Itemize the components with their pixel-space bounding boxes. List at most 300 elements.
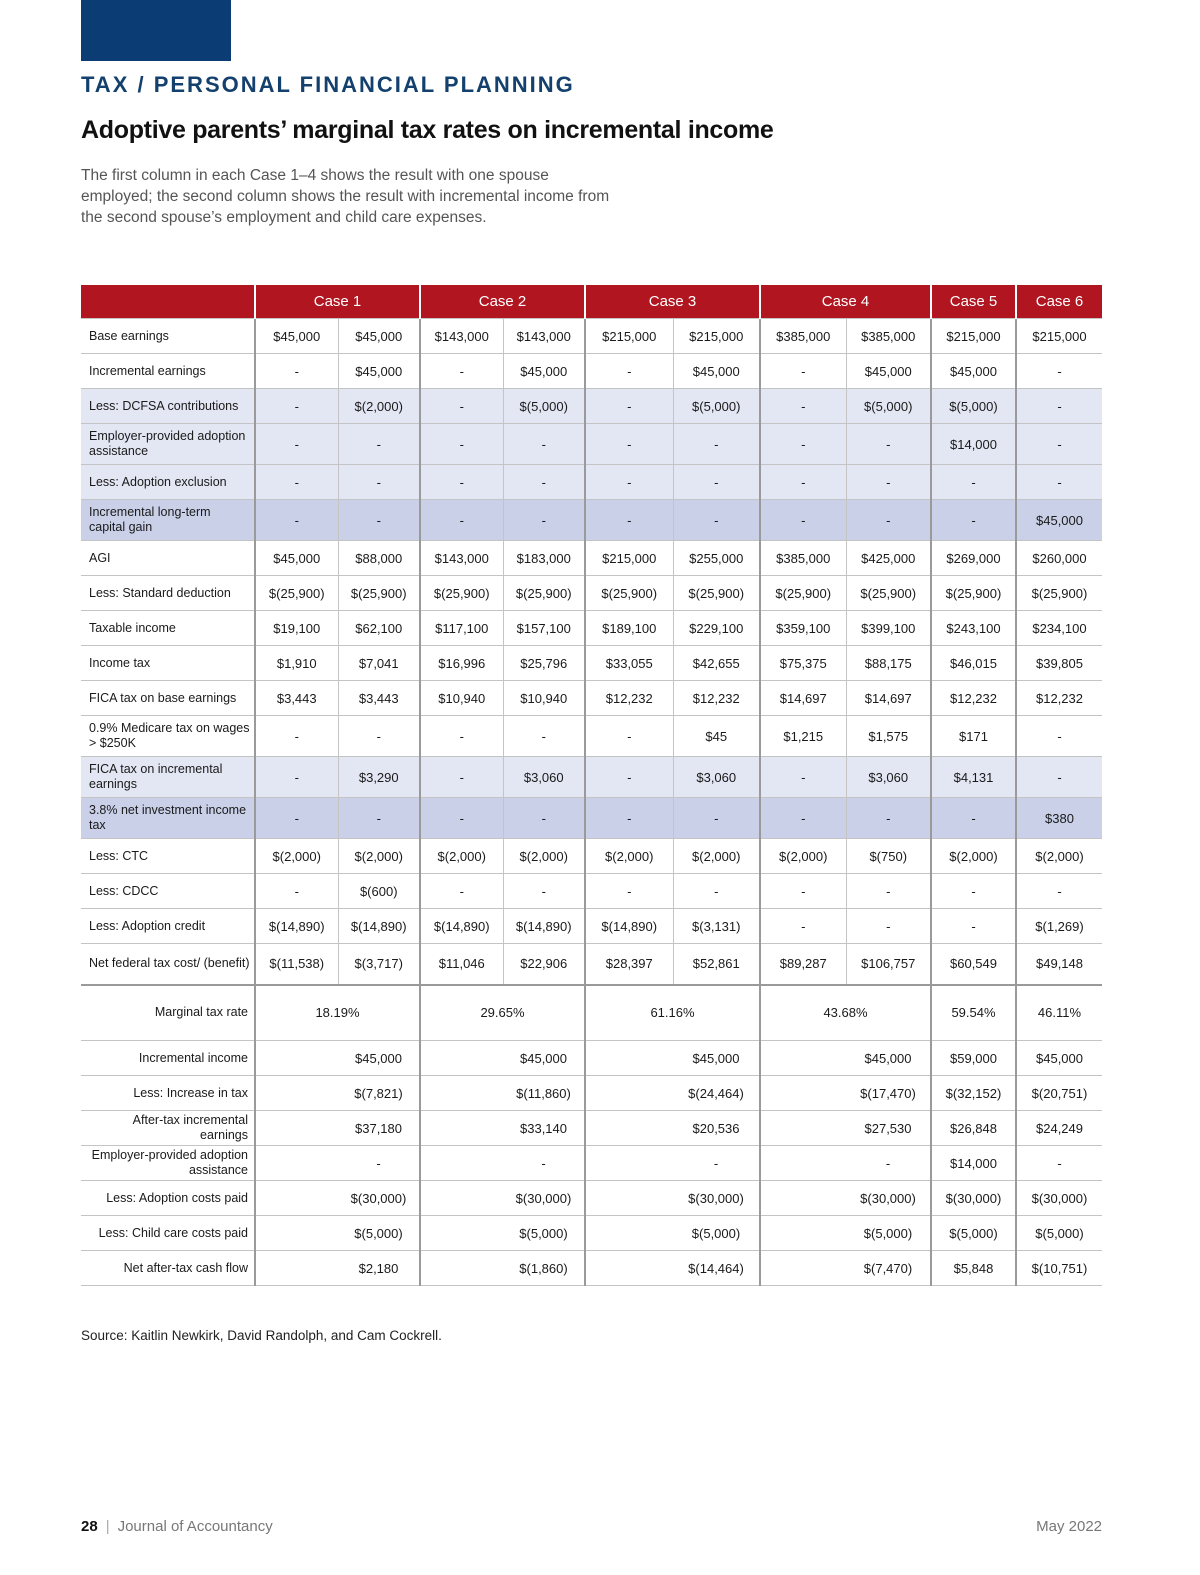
empty-cell: [585, 1181, 673, 1216]
table-cell: $(2,000): [1016, 839, 1102, 874]
table-cell: -: [503, 1146, 585, 1181]
empty-cell: [760, 1111, 846, 1146]
header-case-6: Case 6: [1016, 285, 1102, 319]
table-cell: $215,000: [1016, 319, 1102, 354]
empty-cell: [760, 1216, 846, 1251]
table-cell: -: [255, 389, 338, 424]
table-cell: $(7,470): [846, 1251, 931, 1286]
header-case-4: Case 4: [760, 285, 931, 319]
empty-cell: [255, 1216, 338, 1251]
table-cell: $269,000: [931, 541, 1016, 576]
table-cell: $(5,000): [503, 1216, 585, 1251]
table-cell: $215,000: [931, 319, 1016, 354]
table-body: [81, 319, 1102, 985]
table-cell: -: [420, 874, 503, 909]
journal-name: Journal of Accountancy: [117, 1518, 273, 1535]
table-cell: $28,397: [585, 944, 673, 985]
empty-cell: [760, 1251, 846, 1286]
table-cell: $27,530: [846, 1111, 931, 1146]
row-label: Less: CTC: [81, 839, 255, 874]
table-cell: $(1,860): [503, 1251, 585, 1286]
table-cell: $(14,890): [338, 909, 420, 944]
table-cell: -: [503, 465, 585, 500]
table-cell: $(1,269): [1016, 909, 1102, 944]
table-cell: -: [846, 874, 931, 909]
table-cell: -: [338, 1146, 420, 1181]
empty-cell: [420, 1076, 503, 1111]
table-cell: -: [585, 389, 673, 424]
source-note: Source: Kaitlin Newkirk, David Randolph, and Cam Cockrell.: [81, 1328, 442, 1343]
table-cell: -: [255, 500, 338, 541]
table-cell: -: [338, 500, 420, 541]
table-cell: -: [420, 465, 503, 500]
header-case-1: Case 1: [255, 285, 420, 319]
table-cell: $(25,900): [931, 576, 1016, 611]
table-cell: $(17,470): [846, 1076, 931, 1111]
issue-date: May 2022: [1036, 1518, 1102, 1535]
marginal-rate-cell: 59.54%: [931, 985, 1016, 1041]
row-label: Employer-provided adoption assistance: [81, 1146, 255, 1181]
table-cell: $25,796: [503, 646, 585, 681]
table-cell: -: [846, 798, 931, 839]
table-cell: -: [338, 716, 420, 757]
table-cell: $45,000: [503, 354, 585, 389]
table-cell: $(25,900): [846, 576, 931, 611]
table-cell: $157,100: [503, 611, 585, 646]
table-cell: $106,757: [846, 944, 931, 985]
summary-row: [81, 1076, 1102, 1111]
table-cell: -: [585, 716, 673, 757]
row-label: Less: Adoption exclusion: [81, 465, 255, 500]
row-label: Less: Adoption credit: [81, 909, 255, 944]
table-cell: $45,000: [338, 354, 420, 389]
table-cell: -: [420, 500, 503, 541]
table-cell: $20,536: [673, 1111, 760, 1146]
row-label: Marginal tax rate: [81, 985, 255, 1041]
row-label: Less: Increase in tax: [81, 1076, 255, 1111]
table-cell: $11,046: [420, 944, 503, 985]
table-cell: $229,100: [673, 611, 760, 646]
table-cell: $215,000: [585, 319, 673, 354]
table-cell: -: [1016, 424, 1102, 465]
row-label: Base earnings: [81, 319, 255, 354]
summary-row: [81, 1251, 1102, 1286]
table-cell: $(2,000): [338, 389, 420, 424]
table-cell: -: [585, 874, 673, 909]
table-cell: $(30,000): [338, 1181, 420, 1216]
table-cell: -: [420, 354, 503, 389]
table-cell: $37,180: [338, 1111, 420, 1146]
table-cell: -: [503, 874, 585, 909]
row-label: Less: Child care costs paid: [81, 1216, 255, 1251]
table-cell: $59,000: [931, 1041, 1016, 1076]
marginal-rate-cell: 29.65%: [420, 985, 585, 1041]
table-cell: -: [585, 465, 673, 500]
table-cell: -: [255, 424, 338, 465]
table-cell: $62,100: [338, 611, 420, 646]
table-cell: $45,000: [338, 1041, 420, 1076]
empty-cell: [420, 1216, 503, 1251]
table-cell: $(5,000): [673, 1216, 760, 1251]
intro-text: The first column in each Case 1–4 shows the result with one spouse employed; the second column shows the result with incremental income from the second spouse’s employment and child care expenses.: [81, 167, 610, 226]
row-label: Less: Adoption costs paid: [81, 1181, 255, 1216]
table-cell: $(2,000): [931, 839, 1016, 874]
table-cell: $3,060: [673, 757, 760, 798]
marginal-rate-cell: 61.16%: [585, 985, 760, 1041]
empty-cell: [585, 1076, 673, 1111]
table-cell: $359,100: [760, 611, 846, 646]
summary-row: [81, 1146, 1102, 1181]
table-cell: $45,000: [338, 319, 420, 354]
empty-cell: [255, 1181, 338, 1216]
table-cell: -: [338, 424, 420, 465]
empty-cell: [585, 1111, 673, 1146]
table-cell: -: [420, 757, 503, 798]
table-cell: $(25,900): [585, 576, 673, 611]
table-cell: -: [420, 424, 503, 465]
table-cell: $(10,751): [1016, 1251, 1102, 1286]
table-cell: $(25,900): [420, 576, 503, 611]
table-cell: $19,100: [255, 611, 338, 646]
table-cell: $1,215: [760, 716, 846, 757]
table-row: [81, 646, 1102, 681]
table-cell: -: [585, 424, 673, 465]
row-label: After-tax incremental earnings: [81, 1111, 255, 1146]
table-cell: $39,805: [1016, 646, 1102, 681]
table-cell: $33,055: [585, 646, 673, 681]
table-cell: -: [585, 757, 673, 798]
table-cell: $117,100: [420, 611, 503, 646]
table-cell: -: [1016, 874, 1102, 909]
header-case-2: Case 2: [420, 285, 585, 319]
table-cell: $234,100: [1016, 611, 1102, 646]
table-row: [81, 909, 1102, 944]
table-cell: $14,697: [846, 681, 931, 716]
table-cell: -: [1016, 1146, 1102, 1181]
table-row: [81, 576, 1102, 611]
table-cell: -: [846, 465, 931, 500]
table-cell: $12,232: [673, 681, 760, 716]
empty-cell: [420, 1181, 503, 1216]
table-cell: $52,861: [673, 944, 760, 985]
table-cell: $45,000: [931, 354, 1016, 389]
table-cell: $3,443: [338, 681, 420, 716]
summary-row: [81, 1181, 1102, 1216]
table-row: [81, 839, 1102, 874]
table-cell: $183,000: [503, 541, 585, 576]
table-cell: $(24,464): [673, 1076, 760, 1111]
table-cell: -: [931, 909, 1016, 944]
table-cell: $189,100: [585, 611, 673, 646]
table-cell: $45: [673, 716, 760, 757]
page-number: 28: [81, 1518, 98, 1535]
table-cell: $45,000: [503, 1041, 585, 1076]
table-cell: $75,375: [760, 646, 846, 681]
table-cell: $45,000: [255, 319, 338, 354]
table-cell: -: [846, 500, 931, 541]
table-cell: $(25,900): [338, 576, 420, 611]
table-cell: -: [931, 874, 1016, 909]
table-cell: -: [760, 798, 846, 839]
table-row: [81, 424, 1102, 465]
empty-cell: [585, 1251, 673, 1286]
empty-cell: [585, 1041, 673, 1076]
table-cell: -: [931, 465, 1016, 500]
table-cell: -: [503, 424, 585, 465]
summary-row: [81, 1216, 1102, 1251]
table-cell: -: [338, 798, 420, 839]
table-cell: -: [585, 354, 673, 389]
table-cell: -: [420, 798, 503, 839]
table-cell: $45,000: [255, 541, 338, 576]
empty-cell: [255, 1041, 338, 1076]
table-cell: -: [255, 716, 338, 757]
table-cell: $143,000: [503, 319, 585, 354]
table-cell: $46,015: [931, 646, 1016, 681]
table-cell: $14,697: [760, 681, 846, 716]
row-label: Taxable income: [81, 611, 255, 646]
table-cell: $215,000: [585, 541, 673, 576]
table-cell: $(600): [338, 874, 420, 909]
table-cell: $24,249: [1016, 1111, 1102, 1146]
table-cell: -: [673, 500, 760, 541]
table-cell: $(5,000): [1016, 1216, 1102, 1251]
empty-cell: [585, 1146, 673, 1181]
table-cell: $22,906: [503, 944, 585, 985]
table-cell: $(25,900): [673, 576, 760, 611]
table-cell: -: [255, 874, 338, 909]
table-cell: -: [1016, 757, 1102, 798]
row-label: Less: DCFSA contributions: [81, 389, 255, 424]
table-cell: $399,100: [846, 611, 931, 646]
table-cell: $12,232: [1016, 681, 1102, 716]
table-cell: -: [420, 716, 503, 757]
table-cell: $45,000: [1016, 1041, 1102, 1076]
table-cell: $(2,000): [673, 839, 760, 874]
table-cell: $12,232: [585, 681, 673, 716]
table-cell: $(2,000): [420, 839, 503, 874]
table-cell: $88,000: [338, 541, 420, 576]
empty-cell: [420, 1111, 503, 1146]
table-cell: $(2,000): [585, 839, 673, 874]
row-label: Net federal tax cost/ (benefit): [81, 944, 255, 985]
table-row: [81, 681, 1102, 716]
table-row: [81, 319, 1102, 354]
brand-color-block: [81, 0, 231, 61]
table-cell: -: [673, 798, 760, 839]
table-cell: $(5,000): [931, 1216, 1016, 1251]
table-cell: $(7,821): [338, 1076, 420, 1111]
empty-cell: [760, 1181, 846, 1216]
empty-cell: [760, 1041, 846, 1076]
table-cell: -: [760, 424, 846, 465]
row-label: FICA tax on base earnings: [81, 681, 255, 716]
table-cell: $260,000: [1016, 541, 1102, 576]
table-cell: $(30,000): [931, 1181, 1016, 1216]
table-row: [81, 716, 1102, 757]
table-cell: -: [846, 1146, 931, 1181]
table-cell: -: [760, 389, 846, 424]
table-cell: -: [503, 716, 585, 757]
corner-header: [81, 285, 255, 319]
header-case-5: Case 5: [931, 285, 1016, 319]
table-cell: -: [673, 1146, 760, 1181]
table-cell: $(30,000): [673, 1181, 760, 1216]
empty-cell: [420, 1146, 503, 1181]
table-cell: -: [760, 909, 846, 944]
row-label: Employer-provided adoption assistance: [81, 424, 255, 465]
table-row: [81, 757, 1102, 798]
row-label: Less: CDCC: [81, 874, 255, 909]
row-label: Income tax: [81, 646, 255, 681]
table-cell: $60,549: [931, 944, 1016, 985]
table-row: [81, 465, 1102, 500]
table-cell: $(25,900): [255, 576, 338, 611]
table-cell: $45,000: [846, 1041, 931, 1076]
row-label: 0.9% Medicare tax on wages > $250K: [81, 716, 255, 757]
table-cell: $(30,000): [846, 1181, 931, 1216]
table-row: [81, 944, 1102, 985]
table-cell: -: [760, 354, 846, 389]
row-label: FICA tax on incremental earnings: [81, 757, 255, 798]
table-cell: $385,000: [760, 319, 846, 354]
table-cell: $89,287: [760, 944, 846, 985]
page-title: Adoptive parents’ marginal tax rates on incremental income: [81, 116, 774, 144]
table-cell: $(25,900): [503, 576, 585, 611]
empty-cell: [420, 1041, 503, 1076]
table-cell: $(2,000): [760, 839, 846, 874]
table-cell: -: [255, 354, 338, 389]
table-cell: $14,000: [931, 1146, 1016, 1181]
table-cell: -: [255, 465, 338, 500]
table-cell: -: [1016, 716, 1102, 757]
empty-cell: [255, 1146, 338, 1181]
table-cell: $(14,464): [673, 1251, 760, 1286]
table-cell: $(20,751): [1016, 1076, 1102, 1111]
table-cell: $33,140: [503, 1111, 585, 1146]
table-cell: $3,060: [503, 757, 585, 798]
empty-cell: [760, 1146, 846, 1181]
table-row: [81, 611, 1102, 646]
table-cell: $(11,860): [503, 1076, 585, 1111]
table-cell: $3,290: [338, 757, 420, 798]
table-cell: $385,000: [846, 319, 931, 354]
table-row: [81, 500, 1102, 541]
table-cell: $4,131: [931, 757, 1016, 798]
tax-rate-table: [81, 285, 1102, 1286]
table-cell: $10,940: [503, 681, 585, 716]
table-cell: -: [760, 874, 846, 909]
table-cell: $(30,000): [1016, 1181, 1102, 1216]
table-row: [81, 389, 1102, 424]
table-cell: -: [760, 757, 846, 798]
table-cell: $243,100: [931, 611, 1016, 646]
table-cell: $(3,717): [338, 944, 420, 985]
table-cell: -: [338, 465, 420, 500]
table-cell: $(14,890): [503, 909, 585, 944]
table-cell: -: [255, 798, 338, 839]
table-cell: $(3,131): [673, 909, 760, 944]
table-summary: [81, 985, 1102, 1286]
table-cell: -: [760, 500, 846, 541]
empty-cell: [255, 1111, 338, 1146]
table-cell: $(25,900): [1016, 576, 1102, 611]
row-label: Incremental earnings: [81, 354, 255, 389]
table-cell: -: [931, 798, 1016, 839]
row-label: Incremental long-term capital gain: [81, 500, 255, 541]
row-label: Incremental income: [81, 1041, 255, 1076]
table-cell: $45,000: [673, 354, 760, 389]
table-cell: $(14,890): [255, 909, 338, 944]
marginal-rate-cell: 46.11%: [1016, 985, 1102, 1041]
row-label: Net after-tax cash flow: [81, 1251, 255, 1286]
table-row: [81, 541, 1102, 576]
summary-row: [81, 1111, 1102, 1146]
table-cell: $(5,000): [503, 389, 585, 424]
table-cell: $(5,000): [846, 389, 931, 424]
table-cell: $(14,890): [585, 909, 673, 944]
table-cell: $26,848: [931, 1111, 1016, 1146]
table-cell: $12,232: [931, 681, 1016, 716]
table-cell: $49,148: [1016, 944, 1102, 985]
table-cell: $171: [931, 716, 1016, 757]
section-label: TAX / PERSONAL FINANCIAL PLANNING: [81, 72, 575, 97]
table-cell: -: [760, 465, 846, 500]
table-cell: $3,060: [846, 757, 931, 798]
table-row: [81, 798, 1102, 839]
table-row: [81, 354, 1102, 389]
summary-row: [81, 1041, 1102, 1076]
empty-cell: [420, 1251, 503, 1286]
table-cell: $10,940: [420, 681, 503, 716]
table-cell: $2,180: [338, 1251, 420, 1286]
table-cell: $(5,000): [338, 1216, 420, 1251]
header-case-3: Case 3: [585, 285, 760, 319]
table-cell: $(750): [846, 839, 931, 874]
table-cell: $(2,000): [255, 839, 338, 874]
row-label: 3.8% net investment income tax: [81, 798, 255, 839]
table-cell: $1,910: [255, 646, 338, 681]
marginal-rate-cell: 43.68%: [760, 985, 931, 1041]
table-cell: $(5,000): [846, 1216, 931, 1251]
table-cell: $(30,000): [503, 1181, 585, 1216]
table-cell: -: [846, 424, 931, 465]
table-cell: $(5,000): [931, 389, 1016, 424]
table-row: [81, 874, 1102, 909]
table-cell: -: [585, 500, 673, 541]
table-cell: $(2,000): [338, 839, 420, 874]
table-cell: $(2,000): [503, 839, 585, 874]
table-cell: $3,443: [255, 681, 338, 716]
empty-cell: [255, 1251, 338, 1286]
table-cell: -: [846, 909, 931, 944]
table-cell: -: [673, 465, 760, 500]
table-cell: $(5,000): [673, 389, 760, 424]
table-cell: -: [255, 757, 338, 798]
table-cell: -: [931, 500, 1016, 541]
row-label: AGI: [81, 541, 255, 576]
table-cell: $(14,890): [420, 909, 503, 944]
table-cell: $45,000: [1016, 500, 1102, 541]
table-cell: $5,848: [931, 1251, 1016, 1286]
table-cell: -: [673, 874, 760, 909]
table-cell: -: [420, 389, 503, 424]
footer-separator: |: [105, 1518, 110, 1535]
table-cell: $143,000: [420, 319, 503, 354]
table-cell: $380: [1016, 798, 1102, 839]
table-cell: -: [1016, 354, 1102, 389]
table-cell: $1,575: [846, 716, 931, 757]
